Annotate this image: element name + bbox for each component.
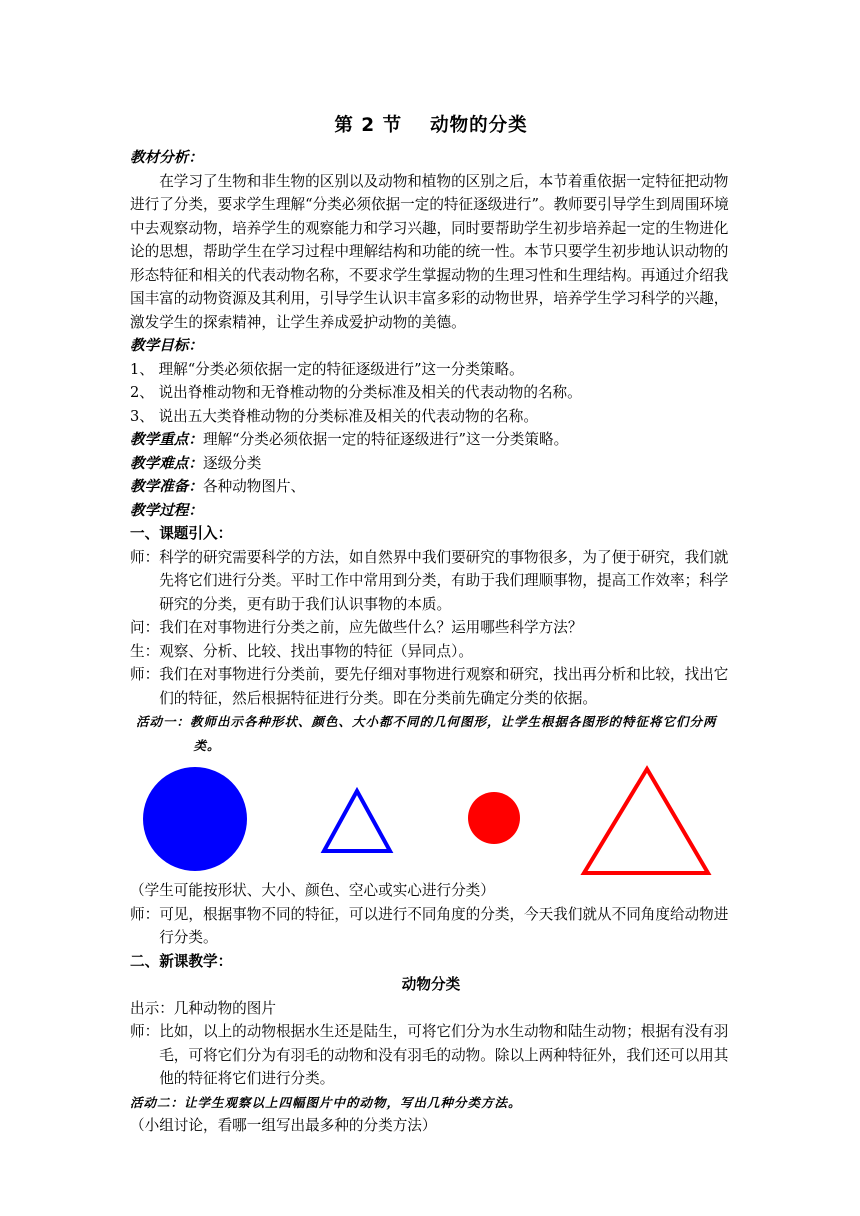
dialogue-line: 出示：几种动物的图片 — [130, 999, 276, 1017]
process-heading: 教学过程： — [130, 501, 203, 519]
small-red-circle — [468, 792, 520, 844]
dialogue-line: 师：比如，以上的动物根据水生还是陆生，可将它们分为水生动物和陆生动物；根据有没有羽毛，可将它们分为有羽毛的动物和没有羽毛的动物。除以上两种特征外，我们还可以用其他的特征将它们进行分类。 — [130, 1023, 729, 1087]
page-title — [130, 112, 732, 140]
small-blue-triangle — [324, 791, 390, 851]
part1-heading: 一、课题引入： — [130, 525, 233, 542]
large-red-triangle — [584, 769, 708, 873]
section-name: 动物的分类 — [430, 115, 528, 136]
analysis-body: 在学习了生物和非生物的区别以及动物和植物的区别之后，本节着重依据一定特征把动物进行了分类，要求学生理解“分类必须依据一定的特征逐级进行”。教师要引导学生到周围环境中去观察动物，培养学生的观察能力和学习兴趣，同时要帮助学生初步培养起一定的生物进化论的思想，帮助学生在学习过程中理解结构和功能的统一性。本节只要学生初步地认识动物的形态特征和相关的代表动物名称，不要求学生掌握动物的生理习性和生理结构。再通过介绍我国丰富的动物资源及其利用，引导学生认识丰富多彩的动物世界，培养学生学习科学的兴趣，激发学生的探索精神，让学生养成爱护动物的美德。 — [130, 172, 729, 331]
difficulty-label: 教学难点： — [130, 454, 203, 472]
prep-text: 各种动物图片、 — [202, 478, 306, 495]
objectives-heading: 教学目标： — [130, 337, 203, 354]
shapes-note: （学生可能按形状、大小、颜色、空心或实心进行分类） — [130, 882, 495, 899]
prep-label: 教学准备： — [130, 478, 203, 495]
part2-heading: 二、新课教学： — [130, 952, 233, 970]
large-blue-circle — [143, 767, 247, 871]
group-discussion-note: （小组讨论，看哪一组写出最多种的分类方法） — [130, 1117, 437, 1134]
key-point-label: 教学重点： — [130, 431, 203, 448]
key-point-text: 理解“分类必须依据一定的特征逐级进行”这一分类策略。 — [202, 431, 569, 448]
activity-one: 活动一：教师出示各种形状、颜色、大小都不同的几何图形，让学生根据各图形的特征将它们分两类。 — [136, 714, 717, 753]
objective-item: 1、 理解“分类必须依据一定的特征逐级进行”这一分类策略。 — [130, 360, 524, 378]
dialogue-line: 师：科学的研究需要科学的方法，如自然界中我们要研究的事物很多，为了便于研究，我们就先将它们进行分类。平时工作中常用到分类，有助于我们理顺事物，提高工作效率；科学研究的分类，更有助于我们认识事物的本质。 — [130, 548, 729, 613]
dialogue-line: 师：我们在对事物进行分类前，要先仔细对事物进行观察和研究，找出再分析和比较，找出它们的特征，然后根据特征进行分类。即在分类前先确定分类的依据。 — [130, 666, 729, 707]
analysis-heading: 教材分析： — [130, 149, 203, 166]
objective-item: 2、 说出脊椎动物和无脊椎动物的分类标准及相关的代表动物的名称。 — [130, 384, 582, 401]
dialogue-line: 生：观察、分析、比较、找出事物的特征（异同点）。 — [130, 642, 473, 660]
section-number: 第 2 节 — [334, 115, 403, 136]
dialogue-line: 师：可见，根据事物不同的特征，可以进行不同角度的分类，今天我们就从不同角度给动物进行分类。 — [130, 905, 729, 946]
part2-subtitle: 动物分类 — [401, 976, 461, 993]
objective-item: 3、 说出五大类脊椎动物的分类标准及相关的代表动物的名称。 — [130, 407, 538, 425]
activity-two: 活动二：让学生观察以上四幅图片中的动物，写出几种分类方法。 — [130, 1094, 522, 1110]
prep-line — [130, 475, 732, 499]
dialogue-line: 问：我们在对事物进行分类之前，应先做些什么？运用哪些科学方法？ — [130, 619, 583, 636]
geometric-shapes-figure — [130, 761, 732, 879]
document-page — [130, 112, 732, 1138]
difficulty-text: 逐级分类 — [202, 454, 262, 472]
key-point-line — [130, 428, 732, 452]
difficulty-line — [130, 452, 732, 476]
